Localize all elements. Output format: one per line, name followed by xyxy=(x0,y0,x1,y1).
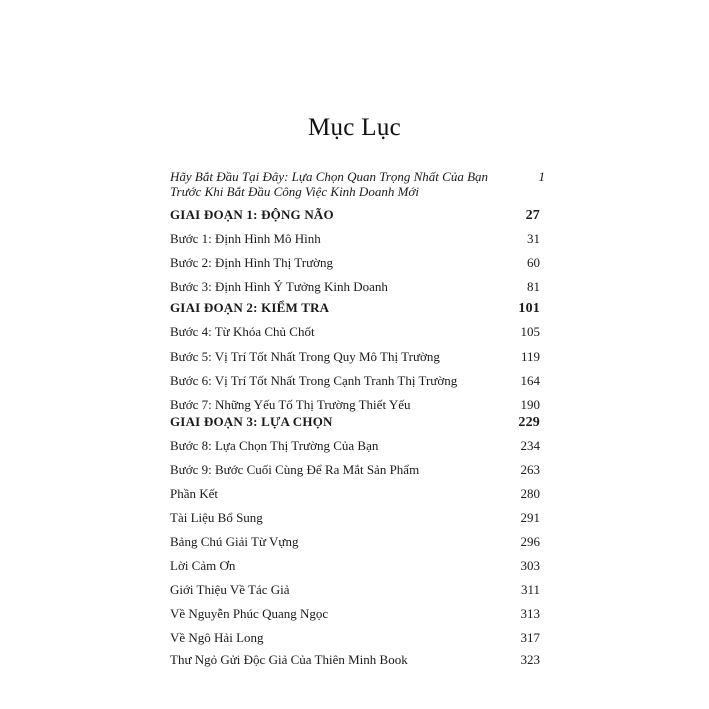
toc-entry-page: 317 xyxy=(520,630,540,645)
toc-entry-label: Bước 4: Từ Khóa Chủ Chốt xyxy=(170,324,315,339)
page-title: Mục Lục xyxy=(307,114,402,141)
toc-entry-label: GIAI ĐOẠN 3: LỰA CHỌN xyxy=(170,414,333,429)
toc-entry-label: Bước 8: Lựa Chọn Thị Trường Của Bạn xyxy=(170,438,379,453)
toc-entry-label: Về Nguyễn Phúc Quang Ngọc xyxy=(170,606,329,621)
toc-section-heading xyxy=(170,414,540,431)
toc-entry-page: 296 xyxy=(520,534,540,549)
toc-section-heading xyxy=(170,207,540,224)
toc-entry xyxy=(170,558,540,574)
toc-entry xyxy=(170,438,540,454)
toc-entry-label: Giới Thiệu Về Tác Giả xyxy=(170,582,290,597)
toc-entry-label: Bước 1: Định Hình Mô Hình xyxy=(170,231,321,246)
toc-entry xyxy=(170,582,540,598)
toc-entry xyxy=(170,231,540,247)
toc-entry-label: Về Ngô Hải Long xyxy=(170,630,264,645)
toc-entry-page: 280 xyxy=(520,486,540,501)
toc-entry-page: 234 xyxy=(520,438,540,453)
toc-entry xyxy=(170,373,540,389)
toc-entry-label: Bước 7: Những Yếu Tố Thị Trường Thiết Yếu xyxy=(170,397,411,412)
toc-entry xyxy=(170,462,540,478)
toc-entry-page: 105 xyxy=(520,324,540,339)
toc-entry-page: 164 xyxy=(520,373,540,388)
toc-entry-page: 119 xyxy=(520,349,540,364)
toc-entry-label: Bước 5: Vị Trí Tốt Nhất Trong Quy Mô Thị Trường xyxy=(170,349,440,364)
toc-entry-page: 303 xyxy=(520,558,540,573)
toc-entry-label: Bước 6: Vị Trí Tốt Nhất Trong Cạnh Tranh Thị Trường xyxy=(170,373,458,388)
toc-entry-page: 60 xyxy=(527,255,540,270)
toc-entry xyxy=(170,606,540,622)
toc-entry-page: 291 xyxy=(520,510,540,525)
toc-entry xyxy=(170,486,540,502)
toc-entry xyxy=(170,279,540,295)
toc-entry-page: 323 xyxy=(520,652,540,667)
toc-entry-label: Bước 2: Định Hình Thị Trường xyxy=(170,255,334,270)
toc-entry xyxy=(170,510,540,526)
toc-section-heading xyxy=(170,300,540,317)
toc-entry-label: GIAI ĐOẠN 2: KIỂM TRA xyxy=(170,300,330,315)
toc-intro-entry xyxy=(170,169,545,199)
toc-entry xyxy=(170,652,540,668)
toc-entry xyxy=(170,349,540,365)
toc-intro-line-1 xyxy=(170,169,545,184)
toc-entry-page: 27 xyxy=(525,208,540,223)
toc-entry-page: 190 xyxy=(520,397,540,412)
toc-entry-page: 31 xyxy=(527,231,540,246)
toc-entry-page: 101 xyxy=(518,301,540,316)
toc-entry xyxy=(170,255,540,271)
toc-entry-label: Tài Liệu Bổ Sung xyxy=(170,510,263,525)
toc-intro-text-1: Hãy Bắt Đầu Tại Đây: Lựa Chọn Quan Trọng Nhất Của Bạn xyxy=(170,169,489,184)
toc-intro-line-2: Trước Khi Bắt Đầu Công Việc Kinh Doanh Mới xyxy=(170,184,419,199)
toc-entry-page: 313 xyxy=(520,606,540,621)
toc-entry-label: Lời Cảm Ơn xyxy=(170,558,236,573)
toc-entry-page: 229 xyxy=(518,415,540,430)
toc-entry-page: 81 xyxy=(527,279,540,294)
toc-entry-page: 263 xyxy=(520,462,540,477)
toc-entry xyxy=(170,630,540,646)
toc-entry xyxy=(170,397,540,413)
toc-entry-label: Thư Ngỏ Gửi Độc Giả Của Thiên Minh Book xyxy=(170,652,408,667)
toc-entry-page: 311 xyxy=(520,582,540,597)
toc-intro-page: 1 xyxy=(538,169,545,184)
toc-entry-label: GIAI ĐOẠN 1: ĐỘNG NÃO xyxy=(170,207,334,222)
toc-entry-label: Bảng Chú Giải Từ Vựng xyxy=(170,534,299,549)
toc-entry-label: Bước 3: Định Hình Ý Tưởng Kinh Doanh xyxy=(170,279,388,294)
toc-entry xyxy=(170,324,540,340)
toc-entry-label: Phần Kết xyxy=(170,486,219,501)
toc-entry-label: Bước 9: Bước Cuối Cùng Để Ra Mắt Sản Phẩm xyxy=(170,462,420,477)
toc-entry xyxy=(170,534,540,550)
